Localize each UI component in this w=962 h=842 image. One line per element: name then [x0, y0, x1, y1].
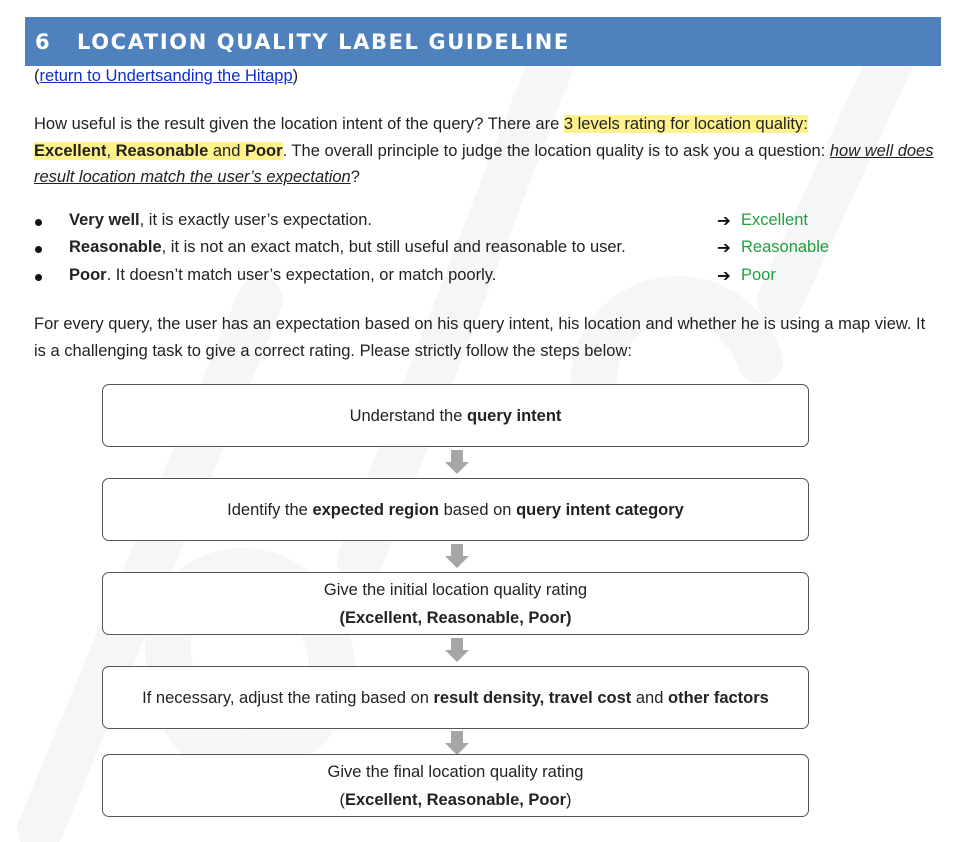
flow-step-understand-intent [102, 384, 809, 447]
flow-step-initial-rating [102, 572, 809, 635]
right-arrow-icon: ➔ [717, 212, 731, 230]
section-number: 6 [35, 29, 52, 54]
bullet-text [69, 238, 626, 257]
step5-line1: Give the final location quality rating [327, 762, 584, 781]
bullet-bold: Very well [69, 211, 140, 229]
paren-open: ( [34, 67, 40, 85]
paren-close: ) [292, 67, 299, 85]
bullet-bold: Poor [69, 266, 107, 284]
bullet-text [69, 266, 496, 285]
section-heading [25, 17, 941, 66]
flow-step-text [142, 684, 769, 712]
bullet-text [69, 211, 372, 230]
step5-open: ( [339, 790, 345, 809]
step2-bold1: expected region [312, 500, 439, 519]
flow-step-text [227, 496, 684, 524]
intro-text-2: . The overall principle to judge the location quality is to ask you a question: [282, 141, 830, 160]
intro-highlight-reasonable: Reasonable [115, 141, 209, 160]
section-title: LOCATION QUALITY LABEL GUIDELINE [77, 29, 570, 54]
step5-bold: Excellent, Reasonable, Poor [345, 790, 566, 809]
step1-bold: query intent [466, 406, 562, 425]
bullet-bold: Reasonable [69, 238, 162, 256]
list-item [0, 237, 962, 264]
intro-highlight-excellent: Excellent [34, 141, 107, 160]
down-arrow-icon [445, 450, 469, 474]
step5-close: ) [566, 790, 572, 809]
intro-highlight-and: and [208, 141, 245, 160]
flow-step-identify-region [102, 478, 809, 541]
right-arrow-icon: ➔ [717, 239, 731, 257]
bullet-dot-icon [35, 219, 42, 226]
list-item [0, 210, 962, 237]
step3-line1: Give the initial location quality rating [323, 580, 588, 599]
list-item [0, 265, 962, 292]
intro-highlight-levels: 3 levels rating for location quality: [563, 115, 808, 133]
return-link-line [34, 67, 298, 86]
intro-question-end: ? [350, 168, 360, 186]
step4-bold1: result density, travel cost [433, 688, 632, 707]
bullet-dot-icon [35, 274, 42, 281]
step2-plain2: based on [439, 500, 517, 519]
intro-highlight-poor: Poor [244, 141, 283, 160]
flow-step-adjust-rating [102, 666, 809, 729]
bullet-rest: . It doesn’t match user’s expectation, or match poorly. [106, 266, 497, 284]
intro-paragraph [34, 111, 934, 191]
intro-text-1: How useful is the result given the location intent of the query? There are [34, 115, 564, 133]
rating-reasonable: Reasonable [741, 238, 830, 256]
step5-line2 [340, 786, 572, 814]
step4-plain2: and [631, 688, 668, 707]
flow-step-final-rating [102, 754, 809, 817]
right-arrow-icon: ➔ [717, 267, 731, 285]
down-arrow-icon [445, 638, 469, 662]
bullet-dot-icon [35, 246, 42, 253]
bullet-rest: , it is exactly user’s expectation. [139, 211, 372, 229]
intro-highlight-sep: , [106, 141, 116, 160]
step2-plain1: Identify the [227, 500, 313, 519]
step2-bold2: query intent category [516, 500, 684, 519]
steps-intro-paragraph: For every query, the user has an expectation based on his query intent, his location and whether he is using a map view. It is a challenging task to give a correct rating. Please strictly follow the steps below: [34, 315, 926, 360]
return-link[interactable]: return to Undertsanding the Hitapp [39, 67, 293, 85]
step1-plain: Understand the [349, 406, 467, 425]
flow-step-text [350, 402, 562, 430]
bullet-rest: , it is not an exact match, but still useful and reasonable to user. [161, 238, 626, 256]
down-arrow-icon [445, 731, 469, 755]
rating-excellent: Excellent [741, 211, 808, 229]
rating-poor: Poor [741, 266, 776, 284]
down-arrow-icon [445, 544, 469, 568]
step4-bold2: other factors [668, 688, 769, 707]
intro-question: how well does result location match the user’s expectation [34, 141, 934, 186]
step3-line2: (Excellent, Reasonable, Poor) [339, 608, 572, 627]
step4-plain1: If necessary, adjust the rating based on [142, 688, 434, 707]
